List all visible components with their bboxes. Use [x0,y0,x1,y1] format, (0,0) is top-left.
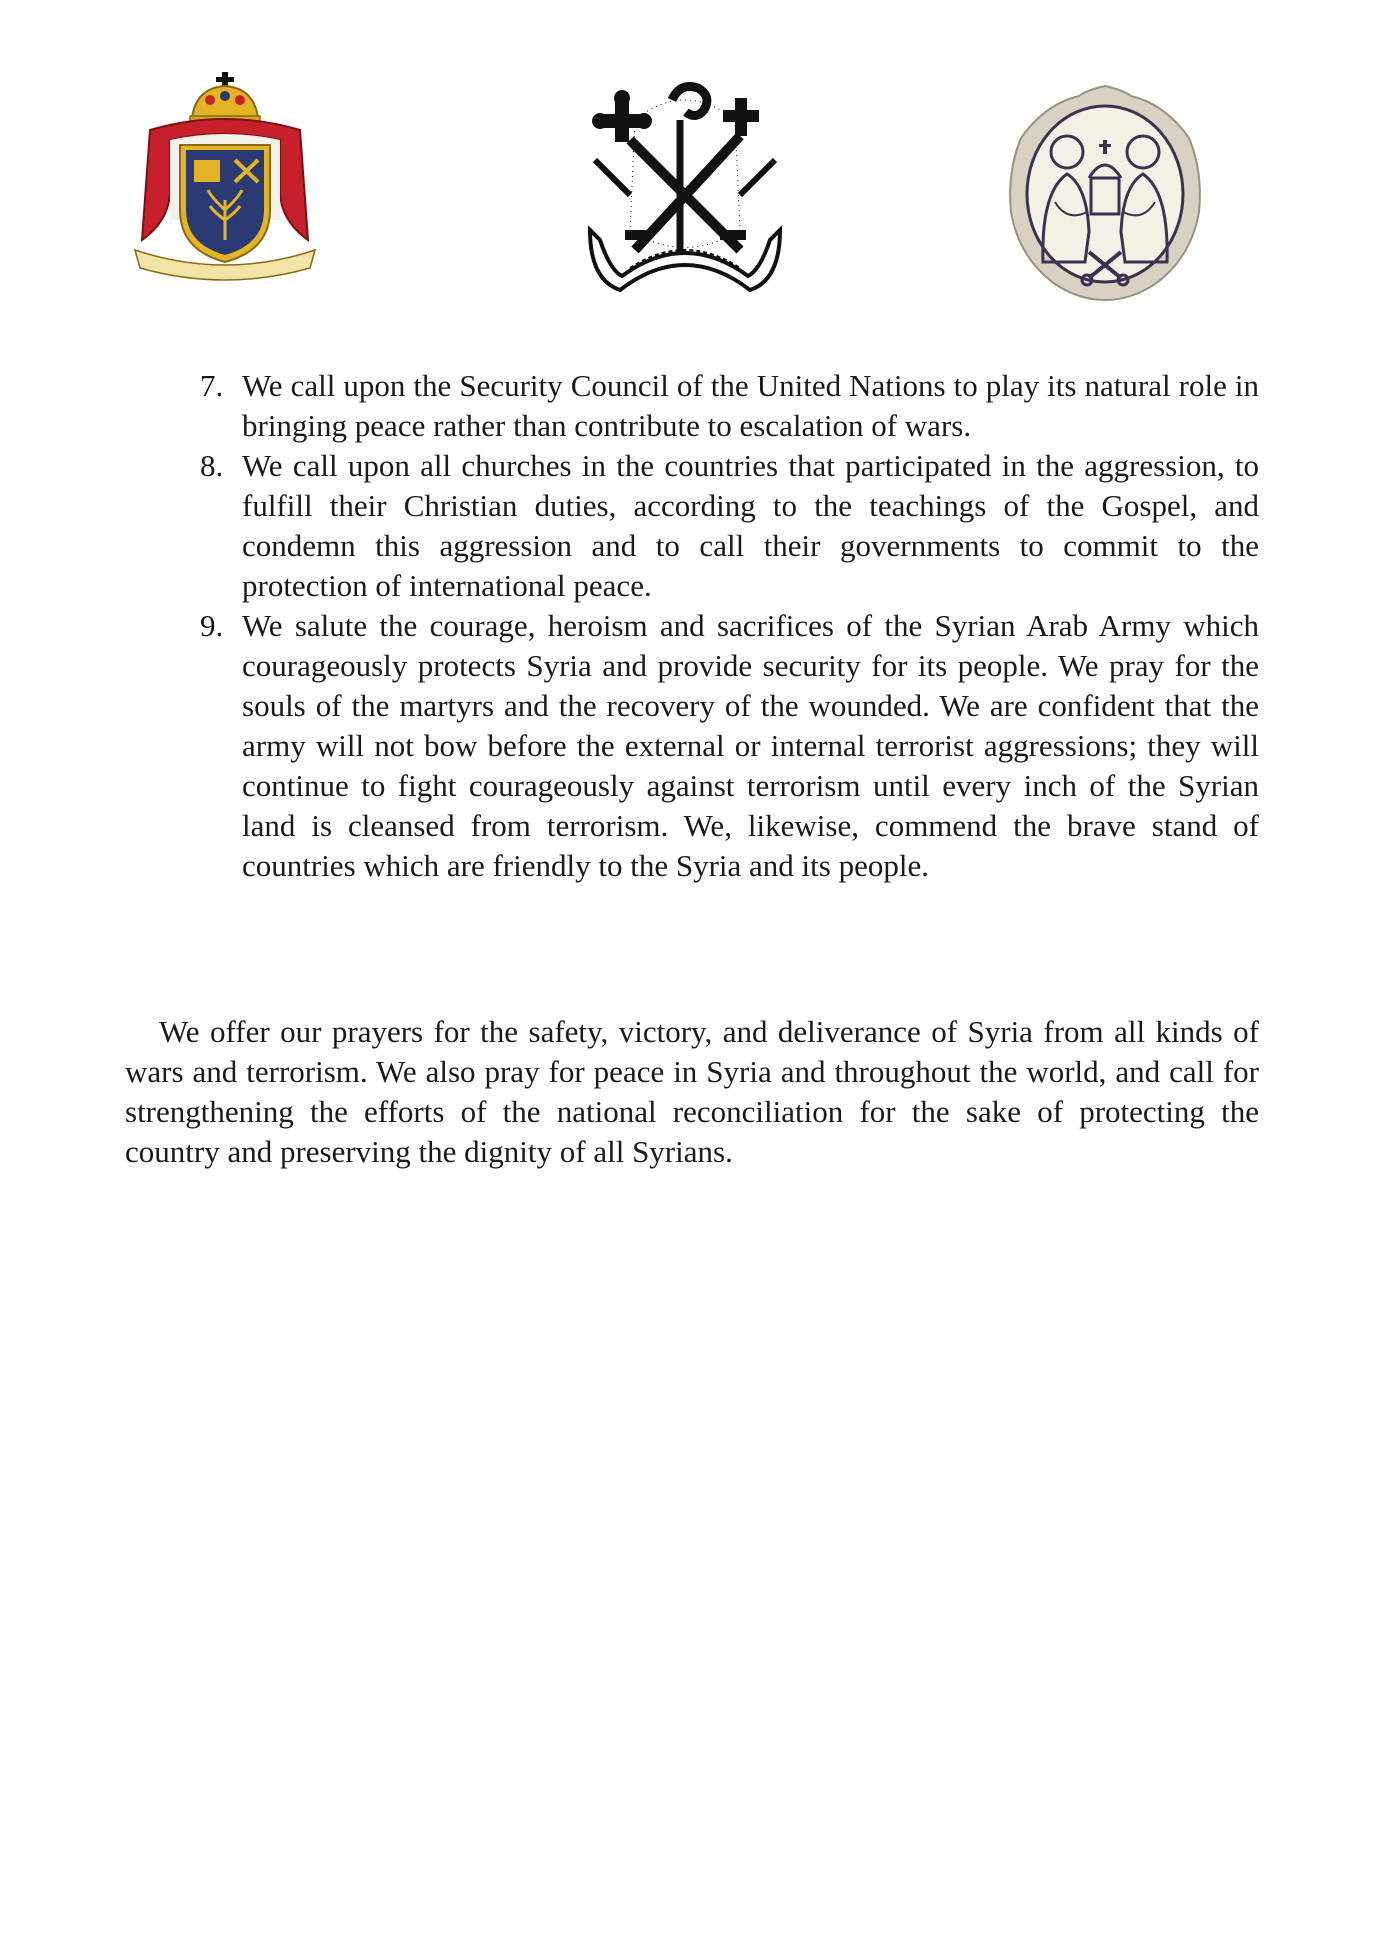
list-item-number: 8. [200,448,224,483]
list-item [195,446,1259,606]
list-item-text: We salute the courage, heroism and sacrifices of the Syrian Arab Army which courageously protects Syria and provide security for its people. We pray for the souls of the martyrs and the recovery of the wounded. We are confident that the army will not bow before the external or internal terrorist aggressions; they will continue to fight courageously against terrorism until every inch of the Syrian land is cleansed from terrorism. We, likewise, commend the brave stand of countries which are friendly to the Syria and its people. [242,608,1259,883]
resolution-list [195,366,1259,886]
list-item-text: We call upon the Security Council of the United Nations to play its natural role in bringing peace rather than contribute to escalation of wars. [242,368,1259,443]
list-item [195,366,1259,446]
list-item-number: 9. [200,608,224,643]
list-item-number: 7. [200,368,224,403]
closing-paragraph: We offer our prayers for the safety, victory, and deliverance of Syria from all kinds of wars and terrorism. We also pray for peace in Syria and throughout the world, and call for strengthening the efforts of the national reconciliation for the sake of protecting the country and preserving the dignity of all Syrians. [125,1014,1259,1169]
patriarchal-coat-of-arms-icon [130,70,320,285]
crossed-keys-crosier-emblem-icon [580,80,790,300]
saints-peter-paul-medallion-icon [1005,82,1205,304]
list-item [195,606,1259,886]
list-item-text: We call upon all churches in the countries that participated in the aggression, to fulfill their Christian duties, according to the teachings of the Gospel, and condemn this aggression and to call their governments to commit to the protection of international peace. [242,448,1259,603]
